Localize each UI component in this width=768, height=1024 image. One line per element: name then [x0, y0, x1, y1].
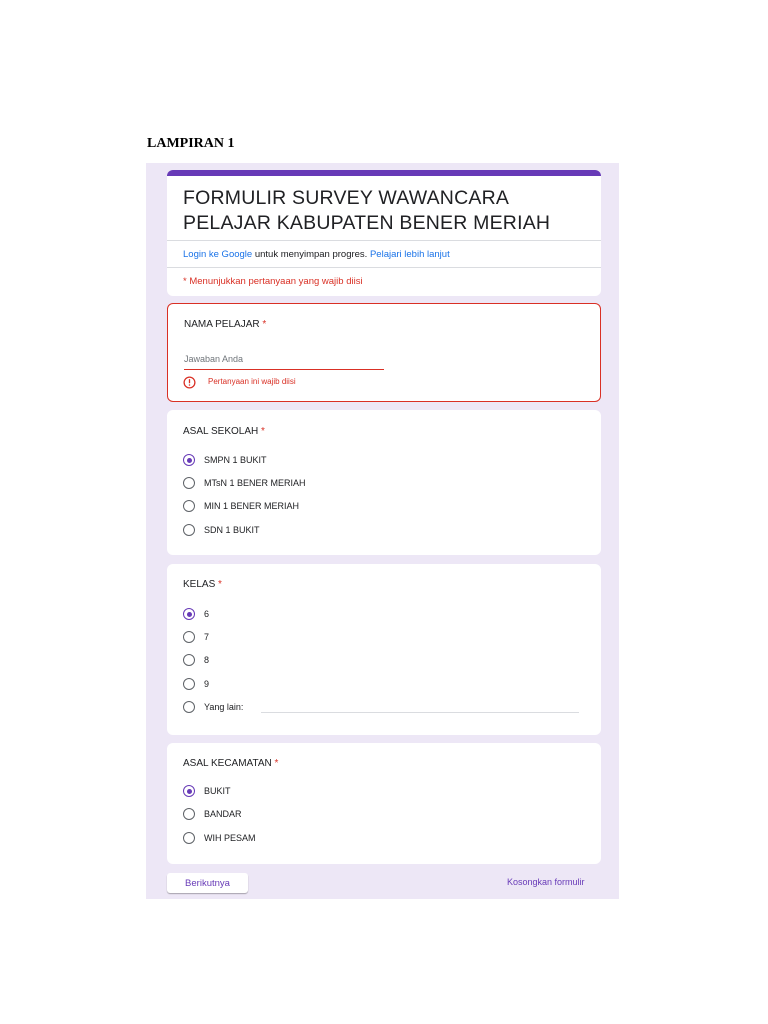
radio-option-kelas-9[interactable]	[183, 677, 209, 691]
required-asterisk: *	[261, 426, 265, 437]
option-label: MTsN 1 BENER MERIAH	[204, 478, 306, 488]
option-label: MIN 1 BENER MERIAH	[204, 501, 300, 511]
option-label: Yang lain:	[204, 702, 244, 712]
radio-unselected-icon[interactable]	[183, 808, 195, 820]
question-asal-sekolah	[167, 410, 601, 555]
radio-unselected-icon[interactable]	[183, 832, 195, 844]
question-asal-kecamatan	[167, 743, 601, 864]
radio-option-sdn-1-bukit[interactable]	[183, 523, 260, 537]
radio-selected-icon[interactable]	[183, 608, 195, 620]
radio-option-wih-pesam[interactable]	[183, 831, 256, 845]
radio-option-bandar[interactable]	[183, 807, 242, 821]
radio-option-bukit[interactable]	[183, 784, 231, 798]
question-title-text: NAMA PELAJAR	[184, 319, 260, 330]
login-notice-text: untuk menyimpan progres.	[252, 249, 370, 260]
radio-unselected-icon[interactable]	[183, 631, 195, 643]
question-title-text: ASAL KECAMATAN	[183, 758, 272, 769]
option-label: 6	[204, 609, 210, 619]
radio-unselected-icon[interactable]	[183, 524, 195, 536]
question-title	[183, 579, 222, 590]
radio-unselected-icon[interactable]	[183, 678, 195, 690]
alert-circle-icon	[183, 376, 196, 389]
option-label: SDN 1 BUKIT	[204, 525, 260, 535]
notice-divider	[167, 267, 601, 268]
radio-unselected-icon[interactable]	[183, 477, 195, 489]
header-divider	[167, 240, 601, 241]
question-title	[183, 426, 265, 437]
radio-option-kelas-6[interactable]	[183, 607, 209, 621]
radio-option-smpn-1-bukit[interactable]	[183, 453, 267, 467]
required-note: * Menunjukkan pertanyaan yang wajib diisi	[183, 276, 363, 287]
required-asterisk: *	[218, 579, 222, 590]
nama-pelajar-input[interactable]: Jawaban Anda	[184, 354, 384, 370]
validation-error: Pertanyaan ini wajib diisi	[208, 377, 296, 386]
question-kelas	[167, 564, 601, 735]
clear-form-link[interactable]: Kosongkan formulir	[507, 877, 585, 887]
question-title	[184, 319, 266, 330]
question-nama-pelajar	[167, 303, 601, 402]
form-title-line-1: FORMULIR SURVEY WAWANCARA	[183, 187, 510, 209]
option-label: BANDAR	[204, 809, 242, 819]
form-title	[183, 186, 550, 236]
form-header-card	[167, 170, 601, 296]
option-label: 8	[204, 655, 210, 665]
radio-unselected-icon[interactable]	[183, 654, 195, 666]
option-label: BUKIT	[204, 786, 231, 796]
radio-unselected-icon[interactable]	[183, 701, 195, 713]
radio-selected-icon[interactable]	[183, 454, 195, 466]
option-label: WIH PESAM	[204, 833, 256, 843]
learn-more-link[interactable]: Pelajari lebih lanjut	[369, 249, 450, 260]
login-notice	[183, 249, 450, 260]
required-asterisk: *	[262, 319, 267, 330]
radio-option-kelas-7[interactable]	[183, 630, 209, 644]
radio-option-mtsn-1-bener-meriah[interactable]	[183, 476, 306, 490]
radio-option-kelas-8[interactable]	[183, 653, 209, 667]
option-label: 7	[204, 632, 210, 642]
google-login-link[interactable]: Login ke Google	[183, 249, 253, 260]
form-title-line-2: PELAJAR KABUPATEN BENER MERIAH	[183, 212, 551, 234]
radio-selected-icon[interactable]	[183, 785, 195, 797]
option-label: 9	[204, 679, 210, 689]
next-button[interactable]: Berikutnya	[167, 873, 248, 893]
question-title	[183, 758, 278, 769]
other-text-input[interactable]	[261, 712, 579, 713]
question-title-text: KELAS	[183, 579, 216, 590]
question-title-text: ASAL SEKOLAH	[183, 426, 259, 437]
required-asterisk: *	[274, 758, 279, 769]
option-label: SMPN 1 BUKIT	[204, 455, 267, 465]
document-heading: LAMPIRAN 1	[147, 136, 235, 151]
radio-option-yang-lain[interactable]	[183, 700, 243, 714]
radio-option-min-1-bener-meriah[interactable]	[183, 499, 299, 513]
radio-unselected-icon[interactable]	[183, 500, 195, 512]
